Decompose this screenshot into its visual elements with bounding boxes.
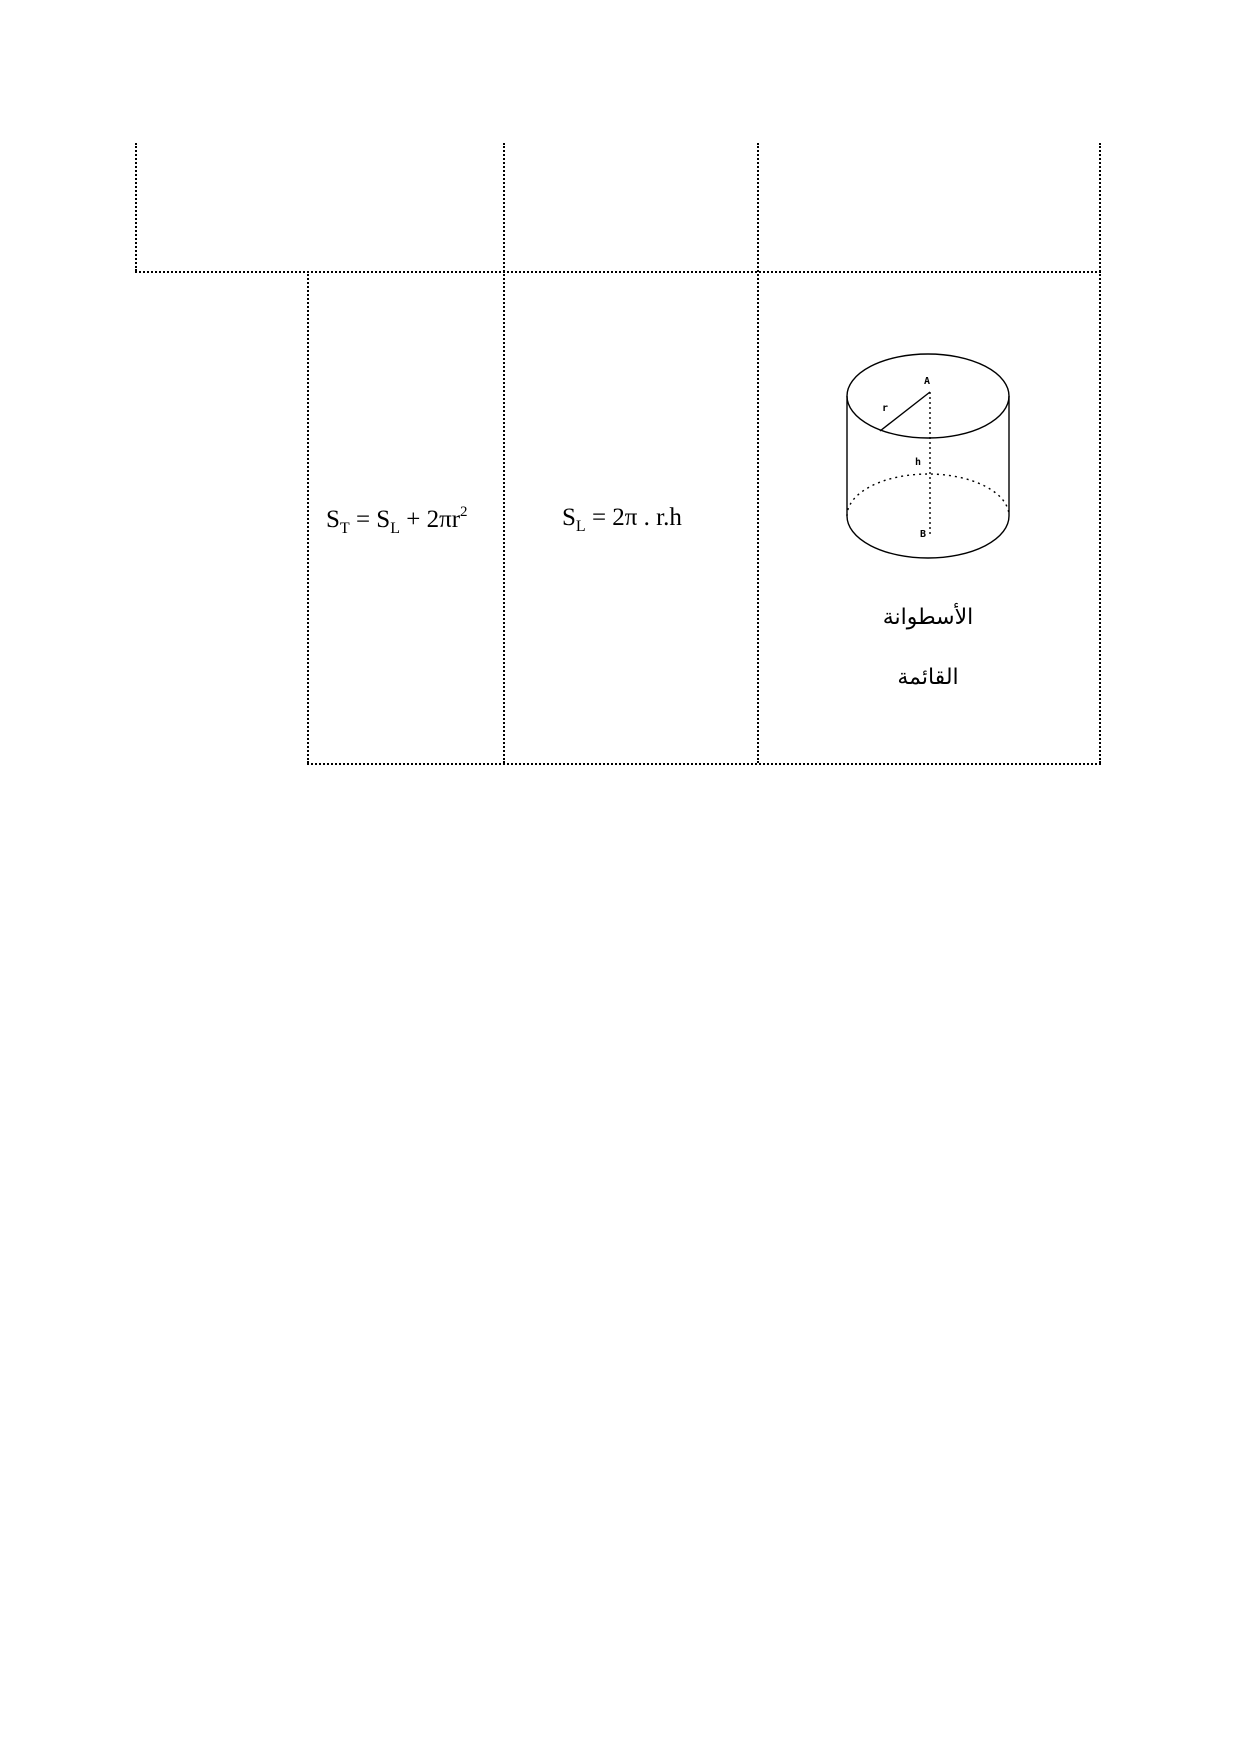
point-b-label: B [920, 529, 927, 540]
height-label: h [915, 457, 922, 468]
table-border [307, 763, 1101, 765]
table-border [503, 143, 505, 763]
radius-label: r [882, 403, 889, 414]
shape-name-line1: الأسطوانة [882, 605, 974, 630]
table-border [135, 271, 1101, 273]
table-border [135, 143, 137, 271]
point-a-label: A [924, 376, 931, 387]
lateral-surface-formula: $S_L = 2\pi$ . r.h [562, 504, 682, 535]
table-border [757, 143, 759, 763]
table-border [307, 271, 309, 763]
total-surface-formula: $S_T = S_L + 2\pi r^2$ [326, 504, 468, 537]
shape-name-line2: القائمة [897, 665, 959, 690]
table-border [1099, 143, 1101, 763]
cylinder-diagram [838, 334, 1018, 574]
